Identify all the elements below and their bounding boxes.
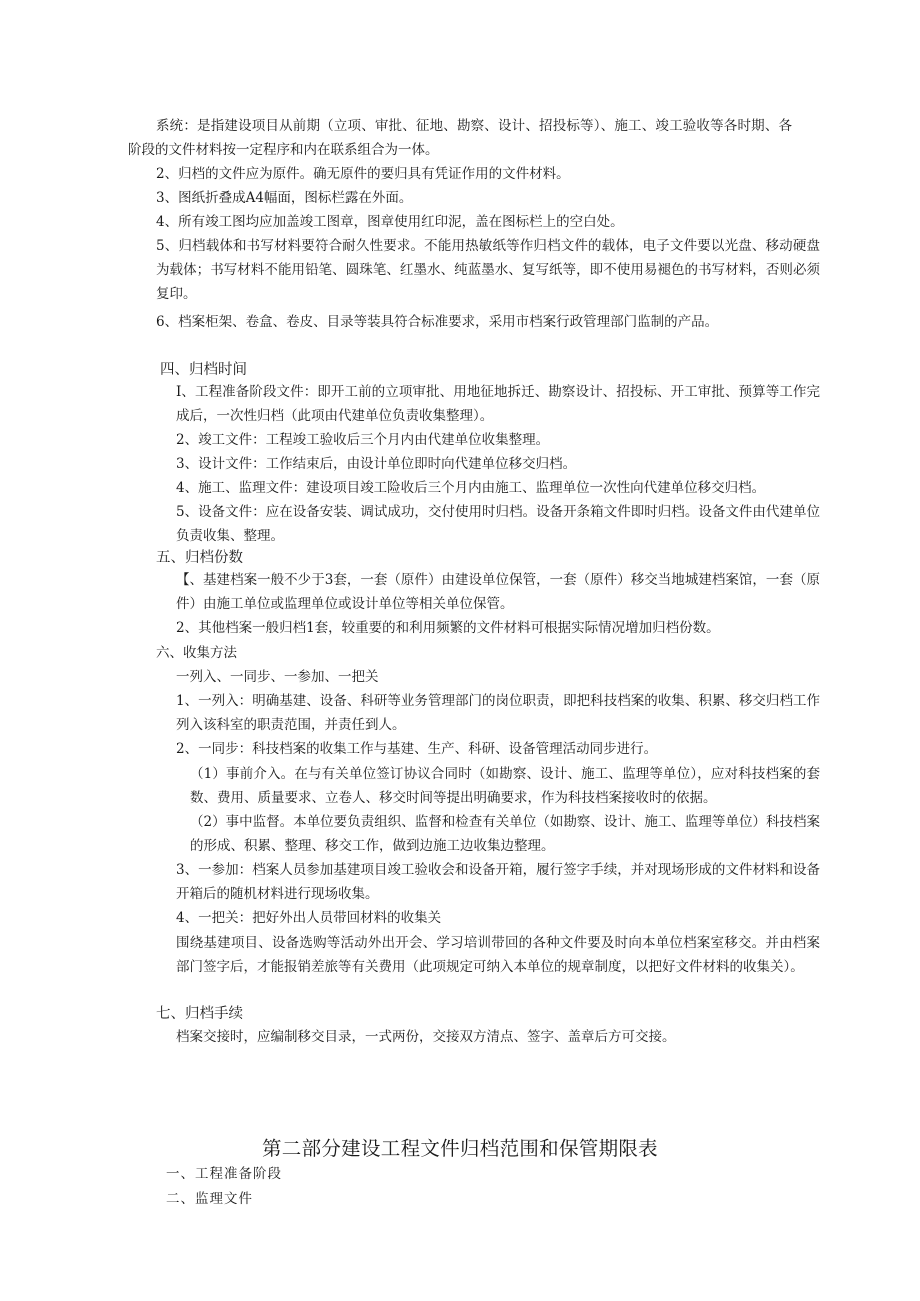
section-heading-archiving-time: 四、归档时间 <box>160 362 247 378</box>
requirement-item-3: 3、图纸折叠成A4幅面，图标栏露在外面。 <box>156 190 413 206</box>
collection-method-subitem-1: （1）事前介入。在与有关单位签订协议合同时（如勘察、设计、施工、监理等单位），应对科技档案的套数、费用、质量要求、立卷人、移交时间等提出明确要求，作为科技档案接收时的依据。 <box>190 766 820 806</box>
collection-method-item-4-detail: 围绕基建项目、设备选购等活动外出开会、学习培训带回的各种文件要及时向本单位档案室移交。并由档案部门签字后，才能报销差旅等有关费用（此项规定可纳入本单位的规章制度，以把好文件材料的收集关）。 <box>176 935 820 975</box>
part-two-item-2: 二、监理文件 <box>166 1191 253 1207</box>
collection-method-item-4: 4、一把关：把好外出人员带回材料的收集关 <box>176 910 442 926</box>
archiving-time-item-2: 2、竣工文件：工程竣工验收后三个月内由代建单位收集整理。 <box>176 432 550 448</box>
archiving-procedures-item-1: 档案交接时，应编制移交目录，一式两份，交接双方清点、签字、盖章后方可交接。 <box>176 1029 676 1045</box>
collection-method-item-3: 3、一参加：档案人员参加基建项目竣工验收会和设备开箱，履行签字手续，并对现场形成的文件材料和设备开箱后的随机材料进行现场收集。 <box>176 862 820 902</box>
section-heading-archive-copies: 五、归档份数 <box>156 550 243 566</box>
collection-method-item-1: 1、一列入：明确基建、设备、科研等业务管理部门的岗位职责，即把科技档案的收集、积累、移交归档工作列入该科室的职责范围，并责任到人。 <box>176 693 820 733</box>
part-two-title: 第二部分建设工程文件归档范围和保管期限表 <box>261 1137 658 1160</box>
section-heading-collection-methods: 六、收集方法 <box>156 645 237 661</box>
collection-method-item-2: 2、一同步：科技档案的收集工作与基建、生产、科研、设备管理活动同步进行。 <box>176 741 658 757</box>
archive-copies-item-1: 【、基建档案一般不少于3套，一套（原件）由建设单位保管，一套（原件）移交当地城建档案馆，一套（原件）由施工单位或监理单位或设计单位等相关单位保管。 <box>176 572 820 612</box>
requirement-item-5: 5、归档载体和书写材料要符合耐久性要求。不能用热敏纸等作归档文件的载体，电子文件要以光盘、移动硬盘为载体；书写材料不能用铅笔、圆珠笔、红墨水、纯蓝墨水、复写纸等，即不使用易褪色的书写材料，否则必须复印。 <box>156 238 820 302</box>
requirement-item-4: 4、所有竣工图均应加盖竣工图章，图章使用红印泥，盖在图标栏上的空白处。 <box>156 214 624 230</box>
collection-methods-intro: 一列入、一同步、一参加、一把关 <box>176 669 379 685</box>
archive-copies-item-2: 2、其他档案一般归档1套，较重要的和利用频繁的文件材料可根据实际情况增加归档份数。 <box>176 620 720 636</box>
archiving-time-item-1: I、工程准备阶段文件：即开工前的立项审批、用地征地拆迁、勘察设计、招投标、开工审批、预算等工作完成后，一次性归档（此项由代建单位负责收集整理）。 <box>176 384 820 424</box>
requirement-item-6: 6、档案柜架、卷盒、卷皮、目录等装具符合标准要求，采用市档案行政管理部门监制的产品。 <box>156 314 719 330</box>
requirement-item-2: 2、归档的文件应为原件。确无原件的要归具有凭证作用的文件材料。 <box>156 166 570 182</box>
archiving-time-item-4: 4、施工、监理文件：建设项目竣工险收后三个月内由施工、监理单位一次性向代建单位移交归档。 <box>176 480 766 496</box>
archiving-time-item-5: 5、设备文件：应在设备安装、调试成功，交付使用时归档。设备开条箱文件即时归档。设备文件由代建单位负责收集、整理。 <box>176 504 820 544</box>
system-definition-paragraph: 系统：是指建设项目从前期（立项、审批、征地、勘察、设计、招投标等）、施工、竣工验收等各时期、各阶段的文件材料按一定程序和内在联系组合为一体。 <box>128 118 792 158</box>
section-heading-archiving-procedures: 七、归档手续 <box>156 1006 243 1022</box>
part-two-item-1: 一、工程准备阶段 <box>166 1166 282 1182</box>
archiving-time-item-3: 3、设计文件：工作结束后，由设计单位即时向代建单位移交归档。 <box>176 456 577 472</box>
collection-method-subitem-2: （2）事中监督。本单位要负责组织、监督和检查有关单位（如勘察、设计、施工、监理等单位）科技档案的形成、积累、整理、移交工作，做到边施工边收集边整理。 <box>190 814 820 854</box>
